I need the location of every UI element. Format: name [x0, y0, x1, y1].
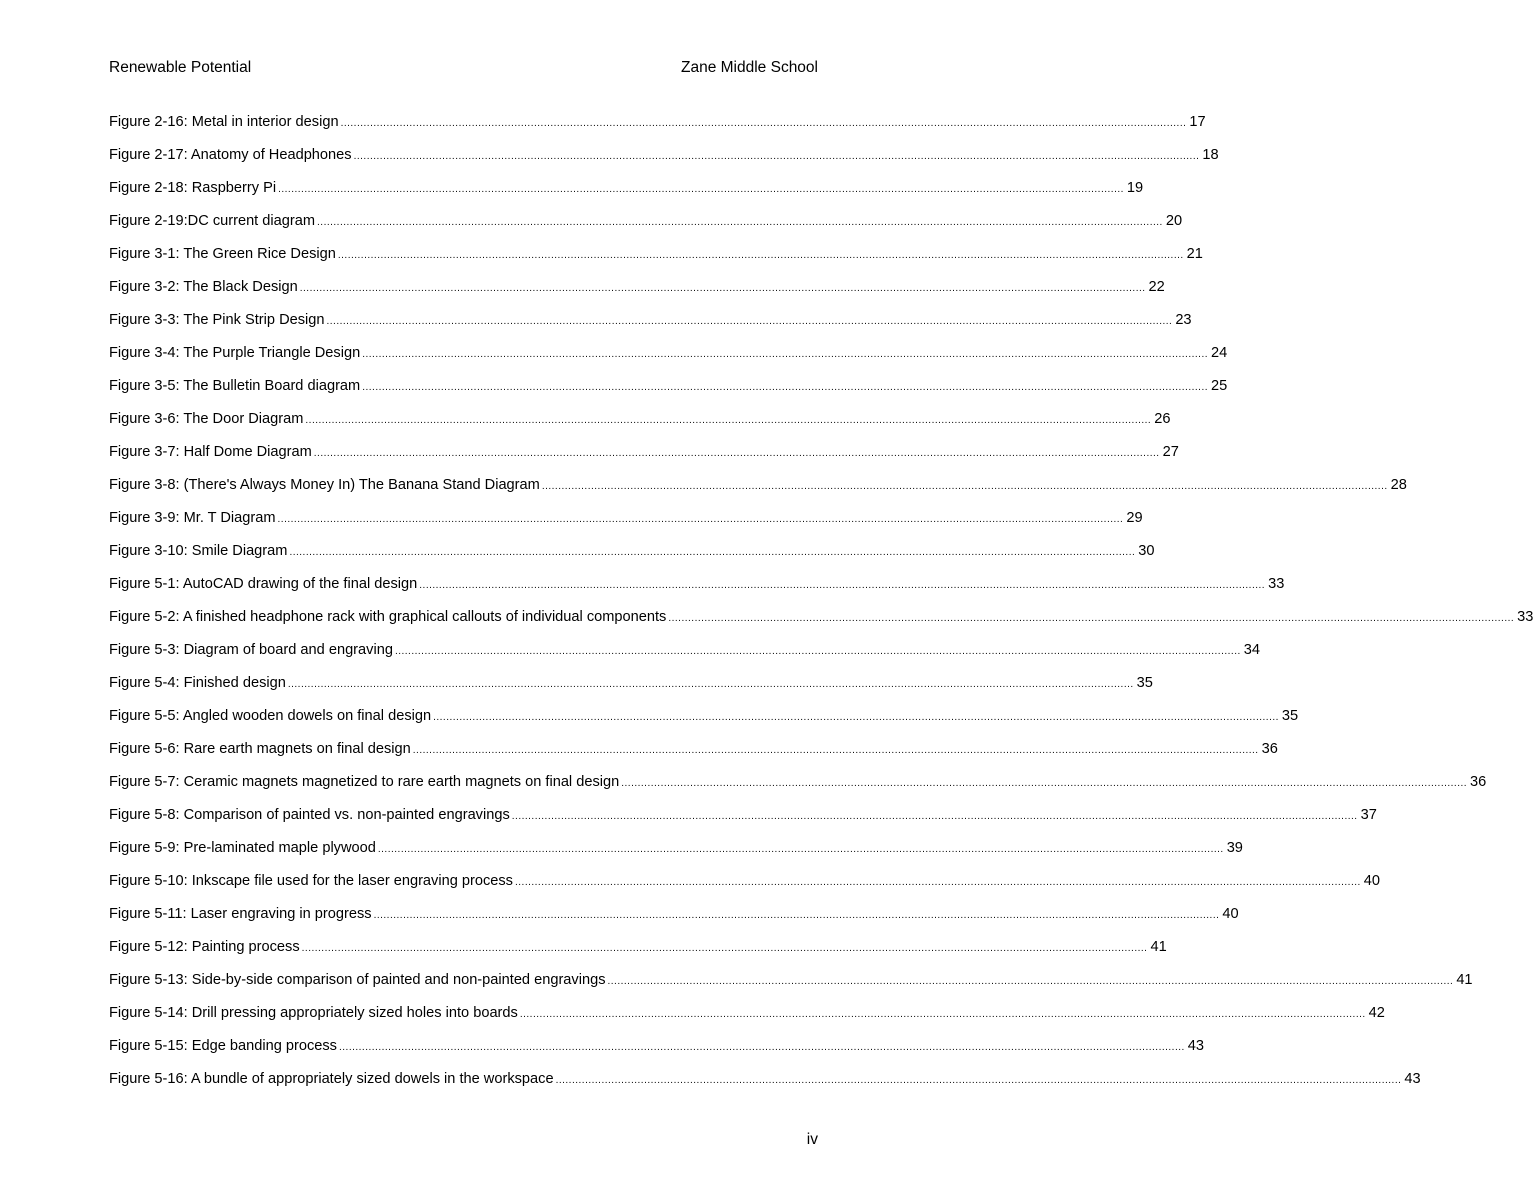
toc-entry[interactable] [109, 406, 1171, 439]
toc-entry[interactable] [109, 934, 1167, 967]
toc-dot-leader: .................................................................................................................................................................................................................................................................. [278, 184, 1124, 195]
header-title: Renewable Potential [109, 59, 252, 76]
toc-dot-leader: .................................................................................................................................................................................................................................................................. [362, 382, 1209, 393]
toc-entry-label: Figure 5-13: Side-by-side comparison of painted and non-painted engravings [109, 972, 606, 988]
toc-dot-leader: .................................................................................................................................................................................................................................................................. [362, 349, 1209, 360]
toc-entry-page-number: 41 [1150, 939, 1167, 955]
toc-entry-label: Figure 3-3: The Pink Strip Design [109, 312, 325, 328]
toc-entry[interactable] [109, 109, 1206, 142]
toc-entry-page-number: 34 [1243, 642, 1260, 658]
toc-entry-label: Figure 5-4: Finished design [109, 675, 286, 691]
toc-dot-leader: .................................................................................................................................................................................................................................................................. [289, 547, 1136, 558]
toc-dot-leader: .................................................................................................................................................................................................................................................................. [377, 844, 1224, 855]
toc-entry[interactable] [109, 1000, 1385, 1033]
toc-entry-label: Figure 5-2: A finished headphone rack with graphical callouts of individual components [109, 609, 667, 625]
toc-entry-label: Figure 5-9: Pre-laminated maple plywood [109, 840, 376, 856]
toc-entry-page-number: 36 [1261, 741, 1278, 757]
toc-entry-label: Figure 5-7: Ceramic magnets magnetized to rare earth magnets on final design [109, 774, 620, 790]
toc-entry-label: Figure 5-16: A bundle of appropriately sized dowels in the workspace [109, 1071, 554, 1087]
toc-entry-page-number: 37 [1360, 807, 1377, 823]
toc-entry[interactable] [109, 802, 1377, 835]
toc-entry-page-number: 19 [1126, 180, 1144, 196]
toc-dot-leader: .................................................................................................................................................................................................................................................................. [668, 613, 1515, 624]
toc-dot-leader: .................................................................................................................................................................................................................................................................. [287, 679, 1134, 690]
toc-entry-page-number: 18 [1202, 147, 1219, 163]
toc-entry-label: Figure 3-6: The Door Diagram [109, 411, 304, 427]
toc-dot-leader: .................................................................................................................................................................................................................................................................. [337, 250, 1184, 261]
toc-entry-label: Figure 2-19:DC current diagram [109, 213, 316, 229]
toc-entry-page-number: 35 [1281, 708, 1299, 724]
toc-entry-label: Figure 5-1: AutoCAD drawing of the final design [109, 576, 418, 592]
toc-entry[interactable] [109, 1033, 1205, 1066]
toc-entry-page-number: 42 [1368, 1005, 1385, 1021]
toc-dot-leader: .................................................................................................................................................................................................................................................................. [541, 481, 1388, 492]
toc-entry-label: Figure 5-14: Drill pressing appropriately sized holes into boards [109, 1005, 518, 1021]
toc-dot-leader: .................................................................................................................................................................................................................................................................. [353, 151, 1200, 162]
toc-entry[interactable] [109, 835, 1243, 868]
toc-entry-label: Figure 5-5: Angled wooden dowels on final design [109, 708, 432, 724]
toc-entry-page-number: 23 [1175, 312, 1192, 328]
toc-dot-leader: .................................................................................................................................................................................................................................................................. [394, 646, 1241, 657]
toc-entry-page-number: 33 [1517, 609, 1533, 625]
toc-dot-leader: .................................................................................................................................................................................................................................................................. [340, 118, 1187, 129]
toc-entry-label: Figure 3-1: The Green Rice Design [109, 246, 336, 262]
toc-entry-label: Figure 5-11: Laser engraving in progress [109, 906, 372, 922]
toc-entry[interactable] [109, 868, 1381, 901]
toc-entry[interactable] [109, 736, 1278, 769]
toc-entry-label: Figure 3-7: Half Dome Diagram [109, 444, 312, 460]
toc-entry-label: Figure 3-9: Mr. T Diagram [109, 510, 276, 526]
toc-entry-page-number: 27 [1162, 444, 1179, 460]
toc-dot-leader: .................................................................................................................................................................................................................................................................. [511, 811, 1358, 822]
toc-entry-label: Figure 3-10: Smile Diagram [109, 543, 288, 559]
toc-entry[interactable] [109, 142, 1219, 175]
toc-entry[interactable] [109, 1066, 1421, 1099]
toc-entry[interactable] [109, 901, 1239, 934]
toc-entry-page-number: 41 [1456, 972, 1473, 988]
toc-entry-page-number: 22 [1148, 279, 1165, 295]
toc-entry-page-number: 30 [1138, 543, 1155, 559]
toc-entry[interactable] [109, 175, 1144, 208]
toc-entry-page-number: 43 [1187, 1038, 1205, 1054]
toc-entry-label: Figure 5-15: Edge banding process [109, 1038, 337, 1054]
toc-entry-page-number: 28 [1390, 477, 1407, 493]
toc-entry-page-number: 40 [1363, 873, 1381, 889]
toc-entry[interactable] [109, 241, 1203, 274]
toc-entry[interactable] [109, 769, 1487, 802]
toc-entry-label: Figure 5-12: Painting process [109, 939, 300, 955]
list-of-figures [109, 109, 1533, 1099]
toc-entry[interactable] [109, 274, 1165, 307]
toc-dot-leader: .................................................................................................................................................................................................................................................................. [305, 415, 1152, 426]
toc-entry-page-number: 25 [1211, 378, 1228, 394]
toc-dot-leader: .................................................................................................................................................................................................................................................................. [277, 514, 1124, 525]
toc-entry-page-number: 21 [1186, 246, 1203, 262]
toc-entry[interactable] [109, 472, 1407, 505]
toc-dot-leader: .................................................................................................................................................................................................................................................................. [326, 316, 1173, 327]
toc-entry[interactable] [109, 439, 1179, 472]
toc-entry[interactable] [109, 604, 1533, 637]
toc-entry[interactable] [109, 505, 1143, 538]
toc-entry[interactable] [109, 373, 1228, 406]
toc-dot-leader: .................................................................................................................................................................................................................................................................. [419, 580, 1266, 591]
page-header [109, 56, 818, 80]
toc-entry-label: Figure 5-6: Rare earth magnets on final design [109, 741, 411, 757]
toc-entry-page-number: 43 [1404, 1071, 1421, 1087]
header-school: Zane Middle School [681, 59, 818, 76]
toc-entry[interactable] [109, 670, 1153, 703]
toc-dot-leader: .................................................................................................................................................................................................................................................................. [338, 1042, 1185, 1053]
toc-entry-label: Figure 3-2: The Black Design [109, 279, 298, 295]
toc-entry-page-number: 24 [1211, 345, 1228, 361]
toc-entry[interactable] [109, 307, 1192, 340]
toc-dot-leader: .................................................................................................................................................................................................................................................................. [607, 976, 1454, 987]
toc-entry-label: Figure 2-18: Raspberry Pi [109, 180, 277, 196]
toc-dot-leader: .................................................................................................................................................................................................................................................................. [317, 217, 1163, 228]
toc-entry-page-number: 29 [1126, 510, 1143, 526]
toc-entry[interactable] [109, 538, 1155, 571]
toc-dot-leader: .................................................................................................................................................................................................................................................................. [555, 1075, 1402, 1086]
toc-entry[interactable] [109, 637, 1260, 670]
toc-entry[interactable] [109, 340, 1228, 373]
page-number: iv [806, 1131, 818, 1148]
toc-entry[interactable] [109, 208, 1183, 241]
toc-entry-page-number: 36 [1470, 774, 1487, 790]
toc-dot-leader: .................................................................................................................................................................................................................................................................. [433, 712, 1279, 723]
toc-dot-leader: .................................................................................................................................................................................................................................................................. [412, 745, 1259, 756]
toc-entry[interactable] [109, 571, 1285, 604]
toc-entry-label: Figure 3-5: The Bulletin Board diagram [109, 378, 361, 394]
toc-entry-page-number: 17 [1189, 114, 1206, 130]
toc-entry-page-number: 20 [1165, 213, 1183, 229]
toc-dot-leader: .................................................................................................................................................................................................................................................................. [299, 283, 1146, 294]
toc-entry-page-number: 26 [1154, 411, 1171, 427]
toc-entry-label: Figure 5-10: Inkscape file used for the laser engraving process [109, 873, 513, 889]
toc-entry-label: Figure 3-8: (There's Always Money In) The Banana Stand Diagram [109, 477, 540, 493]
toc-dot-leader: .................................................................................................................................................................................................................................................................. [373, 910, 1220, 921]
toc-entry-page-number: 35 [1136, 675, 1153, 691]
toc-entry[interactable] [109, 703, 1299, 736]
toc-entry-page-number: 39 [1226, 840, 1243, 856]
toc-entry-label: Figure 3-4: The Purple Triangle Design [109, 345, 361, 361]
toc-entry-page-number: 33 [1268, 576, 1285, 592]
toc-entry-label: Figure 2-16: Metal in interior design [109, 114, 339, 130]
toc-entry[interactable] [109, 967, 1473, 1000]
toc-dot-leader: .................................................................................................................................................................................................................................................................. [514, 877, 1361, 888]
toc-entry-page-number: 40 [1222, 906, 1239, 922]
toc-entry-label: Figure 2-17: Anatomy of Headphones [109, 147, 352, 163]
toc-dot-leader: .................................................................................................................................................................................................................................................................. [519, 1009, 1366, 1020]
toc-dot-leader: .................................................................................................................................................................................................................................................................. [313, 448, 1160, 459]
toc-dot-leader: .................................................................................................................................................................................................................................................................. [301, 943, 1148, 954]
toc-dot-leader: .................................................................................................................................................................................................................................................................. [621, 778, 1468, 789]
toc-entry-label: Figure 5-8: Comparison of painted vs. non-painted engravings [109, 807, 510, 823]
toc-entry-label: Figure 5-3: Diagram of board and engraving [109, 642, 393, 658]
